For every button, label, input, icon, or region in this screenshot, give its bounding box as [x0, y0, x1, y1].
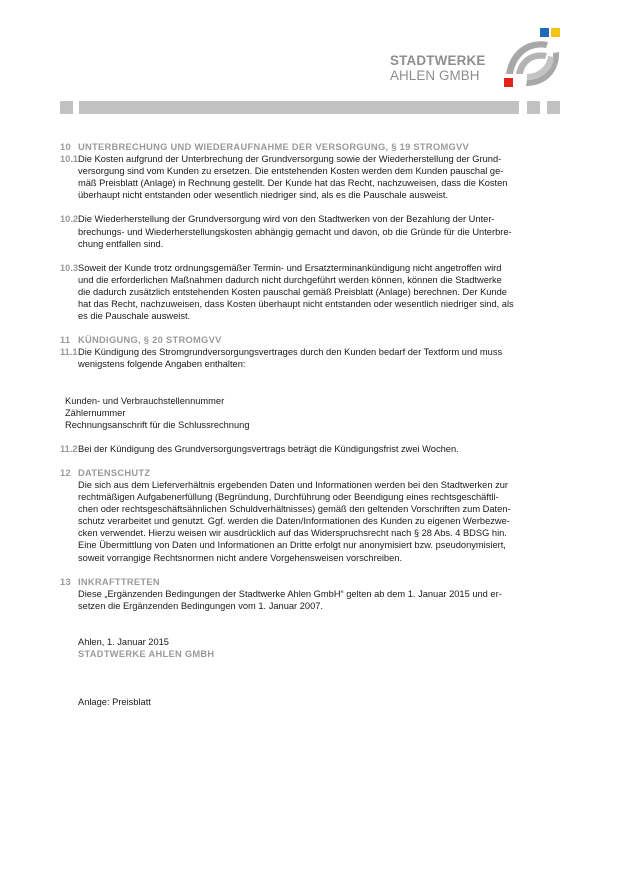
logo-square-red — [504, 78, 513, 87]
paragraph-line: mäß Preisblatt (Anlage) in Rechnung gestellt. Der Kunde hat das Recht, nachzuweisen, dass die Kosten — [78, 178, 508, 189]
paragraph-10-3-number: 10.3 — [60, 262, 79, 273]
section-13-title: INKRAFTTRETEN — [78, 576, 160, 587]
header-bar-left-block — [60, 101, 73, 114]
paragraph-line: Diese „Ergänzenden Bedingungen der Stadtwerke Ahlen GmbH“ gelten ab dem 1. Januar 2015 und er- — [78, 588, 502, 599]
section-13-number: 13 — [60, 576, 71, 587]
header-bar-main — [79, 101, 519, 114]
paragraph-line: schutz verarbeitet und genutzt. Ggf. werden die Daten/Informationen des Kunden zu eigenen Werbezwe- — [78, 516, 510, 527]
paragraph-line: rechtmäßigen Aufgabenerfüllung (Begründung, Durchführung oder Beendigung eines rechtsgeschäftli- — [78, 492, 499, 503]
section-13-heading — [60, 576, 562, 588]
company-logo — [388, 28, 568, 92]
section-12-title: DATENSCHUTZ — [78, 467, 151, 478]
list-item: Kunden- und Verbrauchstellennummer — [65, 395, 225, 406]
section-12-number: 12 — [60, 467, 71, 478]
paragraph-line: Soweit der Kunde trotz ordnungsgemäßer Termin- und Ersatzterminankündigung nicht angetroffen wird — [78, 262, 502, 273]
paragraph-10-3 — [60, 262, 562, 322]
paragraph-line: wenigstens folgende Angaben enthalten: — [78, 359, 246, 370]
section-10-number: 10 — [60, 142, 71, 152]
paragraph-line: Die Kosten aufgrund der Unterbrechung der Grundversorgung sowie der Wiederherstellung der Grund- — [78, 154, 502, 165]
header-bar-right-block-2 — [547, 101, 560, 114]
paragraph-11-1 — [60, 346, 562, 370]
section-10-heading — [60, 141, 562, 153]
paragraph-11-2 — [60, 443, 562, 455]
paragraph-line: Die Wiederherstellung der Grundversorgung wird von den Stadtwerken von der Bezahlung der Unter- — [78, 214, 495, 225]
paragraph-line: brechungs- und Wiederherstellungskosten abhängig gemacht und davon, ob die Gründe für die Unterbre- — [78, 226, 512, 237]
paragraph-10-2 — [60, 213, 562, 249]
paragraph-line: Bei der Kündigung des Grundversorgungsvertrags beträgt die Kündigungsfrist zwei Wochen. — [78, 443, 459, 454]
paragraph-line: setzen die Ergänzenden Bedingungen vom 1. Januar 2007. — [78, 600, 323, 611]
list-item: Zählernummer — [65, 407, 126, 418]
section-11-number: 11 — [60, 335, 71, 346]
paragraph-10-1 — [60, 153, 562, 201]
list-item: Rechnungsanschrift für die Schlussrechnung — [65, 419, 250, 430]
company-signature: STADTWERKE AHLEN GMBH — [78, 649, 215, 659]
paragraph-line: soweit vorrangige Rechtsnormen nicht andere Vorgehensweisen vorschreiben. — [78, 552, 403, 563]
paragraph-line: und die erforderlichen Maßnahmen dadurch nicht durchgeführt werden können, können die Stadtwerke — [78, 274, 502, 285]
section-11-heading — [60, 334, 562, 346]
paragraph-line: überhaupt nicht entstanden oder wesentlich niedriger sind, als es die Pauschale ausweist. — [78, 190, 449, 201]
header-bar-right-block-1 — [527, 101, 540, 114]
paragraph-11-2-number: 11.2 — [60, 443, 78, 454]
logo-square-blue — [540, 28, 549, 37]
paragraph-line: chung entfallen sind. — [78, 238, 164, 249]
place-and-date: Ahlen, 1. Januar 2015 — [78, 636, 169, 647]
paragraph-line: hat das Recht, nachzuweisen, dass Kosten überhaupt nicht entstanden oder wesentlich niedriger sind, als — [78, 299, 514, 310]
paragraph-line: Eine Übermittlung von Daten und Informationen an Dritte erfolgt nur anonymisiert bzw. pseudonymisiert, — [78, 540, 506, 551]
paragraph-line: Die Kündigung des Stromgrundversorgungsvertrages durch den Kunden bedarf der Textform und muss — [78, 347, 503, 358]
section-11-title: KÜNDIGUNG, § 20 STROMGVV — [78, 335, 222, 346]
paragraph-line: es die Pauschale ausweist. — [78, 311, 191, 322]
paragraph-12 — [60, 479, 562, 564]
paragraph-line: Die sich aus dem Lieferverhältnis ergebenden Daten und Informationen werden bei den Stadtwerken zur — [78, 479, 508, 490]
logo-line-2: AHLEN GMBH — [390, 68, 480, 84]
logo-swirl-icon — [502, 28, 564, 90]
logo-wordmark — [390, 54, 485, 83]
paragraph-line: chen oder rechtsgeschäftsähnlichen Schuldverhältnisses) gemäß den geltenden Vorschriften zum Daten- — [78, 504, 511, 515]
required-details-list — [60, 395, 562, 431]
paragraph-line: versorgung sind vom Kunden zu ersetzen. Die entstehenden Kosten werden dem Kunden pauschal ge- — [78, 166, 504, 177]
paragraph-11-1-number: 11.1 — [60, 347, 78, 358]
paragraph-line: cken verwendet. Hierzu weisen wir ausdrücklich auf das Widerspruchsrecht nach § 28 Abs. 4 BDSG hin. — [78, 528, 507, 539]
paragraph-13 — [60, 588, 562, 612]
section-12-heading — [60, 467, 562, 479]
section-10-title: UNTERBRECHUNG UND WIEDERAUFNAHME DER VERSORGUNG, § 19 STROMGVV — [78, 142, 470, 152]
paragraph-10-1-number: 10.1 — [60, 154, 79, 165]
logo-square-yellow — [551, 28, 560, 37]
document-body — [60, 141, 562, 708]
paragraph-line: die dadurch zusätzlich entstehenden Kosten pauschal gemäß Preisblatt (Anlage) berechnen. Der Kunde — [78, 286, 507, 297]
paragraph-10-2-number: 10.2 — [60, 214, 79, 225]
logo-line-1: STADTWERKE — [390, 53, 486, 68]
annex-note: Anlage: Preisblatt — [78, 697, 151, 708]
